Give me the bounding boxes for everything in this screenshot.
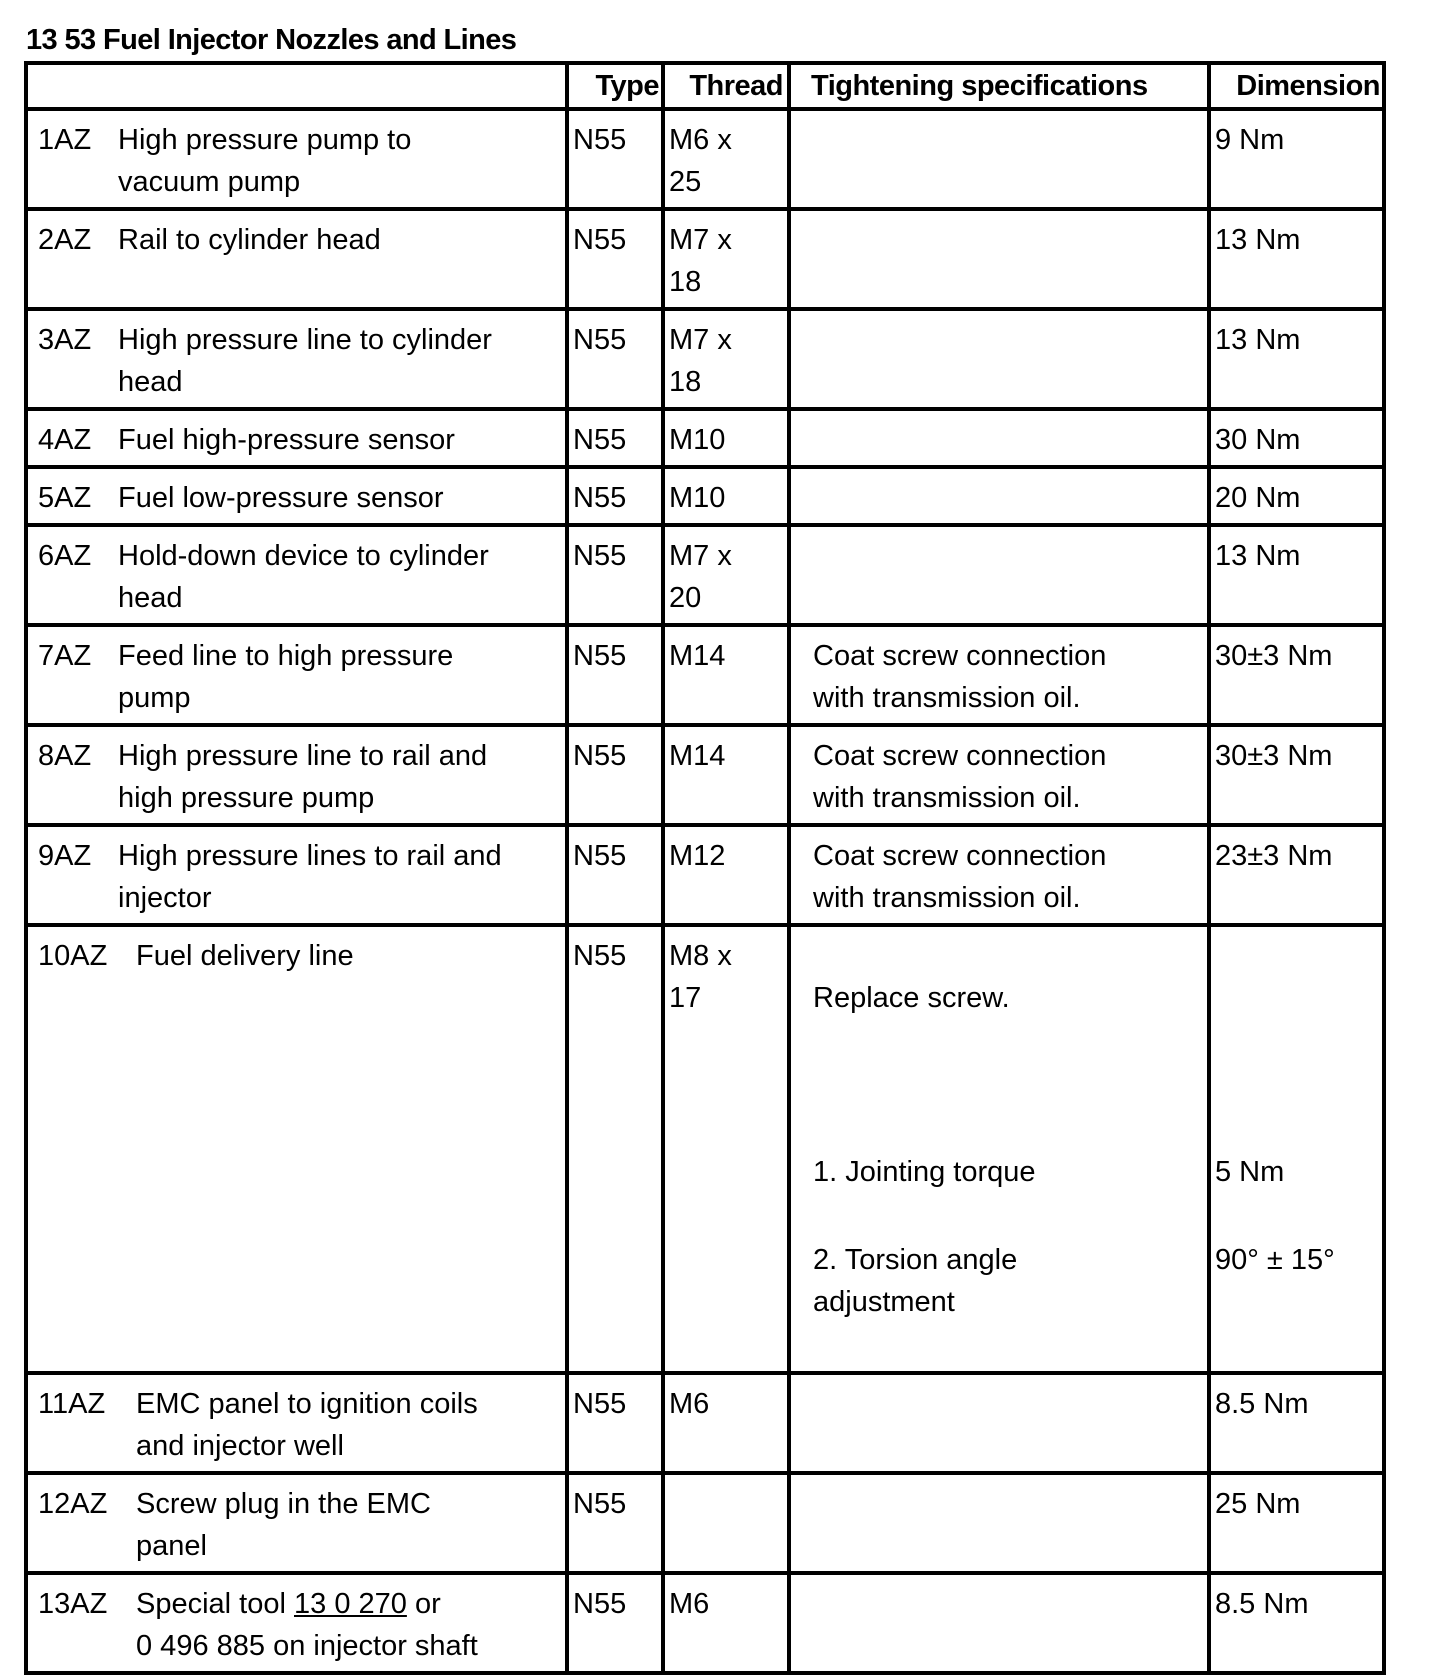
dimension-cell	[1209, 409, 1384, 467]
thread-value: M7 x 20	[669, 540, 732, 614]
type-value: N55	[573, 940, 627, 972]
spec-intro: Replace screw.	[813, 982, 1010, 1014]
table-row	[26, 1473, 1384, 1573]
item-number: 3AZ	[38, 324, 92, 356]
thread-value: M10	[669, 482, 726, 514]
header-item	[26, 63, 567, 109]
type-cell	[567, 1473, 663, 1573]
dimension-cell	[1209, 625, 1384, 725]
thread-cell	[663, 925, 789, 1373]
thread-cell	[663, 1373, 789, 1473]
dimension-value: 13 Nm	[1215, 324, 1301, 356]
item-cell	[26, 1373, 567, 1473]
spec-value: Coat screw connection with transmission oil.	[813, 840, 1107, 914]
thread-value: M8 x 17	[669, 940, 732, 1014]
spec-value	[791, 1575, 1207, 1587]
header-thread: Thread	[663, 63, 789, 109]
dimension-value: 13 Nm	[1215, 540, 1301, 572]
spec-value	[791, 311, 1207, 323]
thread-cell	[663, 409, 789, 467]
table-row	[26, 309, 1384, 409]
item-cell	[26, 1473, 567, 1573]
table-row	[26, 409, 1384, 467]
item-number: 7AZ	[38, 640, 92, 672]
type-cell	[567, 409, 663, 467]
item-number: 13AZ	[38, 1588, 108, 1620]
special-tool-link[interactable]: 13 0 270	[294, 1588, 407, 1620]
item-number: 1AZ	[38, 124, 92, 156]
item-number: 9AZ	[38, 840, 92, 872]
item-number: 11AZ	[38, 1388, 106, 1420]
type-cell	[567, 1373, 663, 1473]
table-row	[26, 625, 1384, 725]
item-description: Fuel low-pressure sensor	[118, 482, 444, 514]
step-1-dimension: 5 Nm	[1215, 1156, 1285, 1188]
type-value: N55	[573, 1488, 627, 1520]
type-cell	[567, 725, 663, 825]
spec-cell	[789, 1473, 1209, 1573]
spec-cell	[789, 925, 1209, 1373]
table-row	[26, 925, 1384, 1373]
item-cell	[26, 825, 567, 925]
thread-value: M10	[669, 424, 726, 456]
type-value: N55	[573, 1588, 627, 1620]
thread-cell	[663, 625, 789, 725]
item-description: Fuel delivery line	[136, 940, 354, 972]
thread-cell	[663, 1473, 789, 1573]
item-cell	[26, 1573, 567, 1673]
spec-value	[791, 1375, 1207, 1387]
item-cell	[26, 467, 567, 525]
item-cell	[26, 409, 567, 467]
type-value: N55	[573, 124, 627, 156]
thread-cell	[663, 109, 789, 209]
item-cell	[26, 109, 567, 209]
table-row	[26, 825, 1384, 925]
spec-cell	[789, 209, 1209, 309]
thread-cell	[663, 525, 789, 625]
item-description: Hold-down device to cylinder head	[118, 540, 489, 614]
type-cell	[567, 825, 663, 925]
item-number: 12AZ	[38, 1488, 108, 1520]
item-description: High pressure lines to rail and injector	[118, 840, 502, 914]
item-number: 8AZ	[38, 740, 92, 772]
spec-cell	[789, 825, 1209, 925]
dimension-cell	[1209, 525, 1384, 625]
spec-cell	[789, 309, 1209, 409]
thread-cell	[663, 725, 789, 825]
type-cell	[567, 625, 663, 725]
item-number: 4AZ	[38, 424, 92, 456]
spec-step-1: 1. Jointing torque	[813, 1156, 1036, 1188]
spec-cell	[789, 525, 1209, 625]
item-cell	[26, 525, 567, 625]
thread-cell	[663, 209, 789, 309]
item-number: 2AZ	[38, 224, 92, 256]
thread-value: M12	[669, 840, 726, 872]
spec-cell	[789, 467, 1209, 525]
dimension-cell	[1209, 467, 1384, 525]
dimension-value: 20 Nm	[1215, 482, 1301, 514]
type-cell	[567, 109, 663, 209]
torque-spec-table	[24, 61, 1386, 1675]
type-value: N55	[573, 224, 627, 256]
spec-value	[791, 527, 1207, 539]
spec-value	[791, 411, 1207, 423]
item-description	[136, 1583, 478, 1667]
header-spec: Tightening specifications	[789, 63, 1209, 109]
spec-cell	[789, 409, 1209, 467]
type-cell	[567, 525, 663, 625]
thread-cell	[663, 1573, 789, 1673]
dimension-cell	[1209, 209, 1384, 309]
table-row	[26, 725, 1384, 825]
dimension-value: 8.5 Nm	[1215, 1588, 1309, 1620]
thread-value: M7 x 18	[669, 324, 732, 398]
type-cell	[567, 1573, 663, 1673]
header-row	[26, 63, 1384, 109]
item-description: Rail to cylinder head	[118, 224, 381, 256]
step-2-dimension: 90° ± 15°	[1215, 1244, 1335, 1276]
item-description: EMC panel to ignition coils and injector well	[136, 1388, 478, 1462]
spec-cell	[789, 1573, 1209, 1673]
dimension-cell	[1209, 725, 1384, 825]
dimension-value: 13 Nm	[1215, 224, 1301, 256]
item-number: 5AZ	[38, 482, 92, 514]
type-cell	[567, 309, 663, 409]
spec-cell	[789, 1373, 1209, 1473]
item-description: High pressure pump to vacuum pump	[118, 124, 412, 198]
table-row	[26, 209, 1384, 309]
dimension-cell	[1209, 825, 1384, 925]
header-type: Type	[567, 63, 663, 109]
spec-value	[791, 111, 1207, 123]
type-value: N55	[573, 840, 627, 872]
description-text: Special tool	[136, 1588, 294, 1620]
table-row	[26, 467, 1384, 525]
dimension-cell	[1209, 1473, 1384, 1573]
page-title: 13 53 Fuel Injector Nozzles and Lines	[26, 24, 517, 56]
dimension-cell	[1209, 925, 1384, 1373]
thread-value	[665, 1475, 787, 1487]
thread-cell	[663, 467, 789, 525]
type-value: N55	[573, 482, 627, 514]
thread-value: M6	[669, 1588, 710, 1620]
spec-value	[791, 469, 1207, 481]
thread-cell	[663, 309, 789, 409]
dimension-value: 30±3 Nm	[1215, 740, 1333, 772]
dimension-value: 30±3 Nm	[1215, 640, 1333, 672]
item-description: High pressure line to rail and high pressure pump	[118, 740, 488, 814]
dimension-value: 8.5 Nm	[1215, 1388, 1309, 1420]
description-text: or 0 496 885 on injector shaft	[136, 1588, 478, 1662]
header-dimension: Dimension	[1209, 63, 1384, 109]
spec-value	[791, 1475, 1207, 1487]
item-number: 10AZ	[38, 940, 108, 972]
thread-value: M6 x 25	[669, 124, 732, 198]
table-row	[26, 525, 1384, 625]
table-row	[26, 1573, 1384, 1673]
type-cell	[567, 925, 663, 1373]
spec-value: Coat screw connection with transmission oil.	[813, 640, 1107, 714]
dimension-cell	[1209, 309, 1384, 409]
table-row	[26, 109, 1384, 209]
dimension-value: 23±3 Nm	[1215, 840, 1333, 872]
thread-value: M14	[669, 640, 726, 672]
dimension-cell	[1209, 1573, 1384, 1673]
item-cell	[26, 625, 567, 725]
dimension-value: 30 Nm	[1215, 424, 1301, 456]
item-number: 6AZ	[38, 540, 92, 572]
thread-value: M14	[669, 740, 726, 772]
thread-value: M7 x 18	[669, 224, 732, 298]
type-value: N55	[573, 324, 627, 356]
item-description: Fuel high-pressure sensor	[118, 424, 455, 456]
table-row	[26, 1373, 1384, 1473]
spec-cell	[789, 625, 1209, 725]
dimension-cell	[1209, 109, 1384, 209]
item-description: Screw plug in the EMC panel	[136, 1488, 431, 1562]
type-value: N55	[573, 424, 627, 456]
spec-value: Coat screw connection with transmission oil.	[813, 740, 1107, 814]
type-value: N55	[573, 640, 627, 672]
type-cell	[567, 209, 663, 309]
spec-value	[791, 211, 1207, 223]
spec-cell	[789, 725, 1209, 825]
item-cell	[26, 209, 567, 309]
thread-value: M6	[669, 1388, 710, 1420]
spec-cell	[789, 109, 1209, 209]
thread-cell	[663, 825, 789, 925]
dimension-value: 25 Nm	[1215, 1488, 1301, 1520]
item-cell	[26, 309, 567, 409]
item-cell	[26, 725, 567, 825]
dimension-value: 9 Nm	[1215, 124, 1285, 156]
type-value: N55	[573, 540, 627, 572]
dimension-cell	[1209, 1373, 1384, 1473]
spec-step-2: 2. Torsion angle adjustment	[813, 1244, 1018, 1318]
type-value: N55	[573, 740, 627, 772]
item-cell	[26, 925, 567, 1373]
item-description: Feed line to high pressure pump	[118, 640, 454, 714]
type-cell	[567, 467, 663, 525]
type-value: N55	[573, 1388, 627, 1420]
item-description: High pressure line to cylinder head	[118, 324, 492, 398]
